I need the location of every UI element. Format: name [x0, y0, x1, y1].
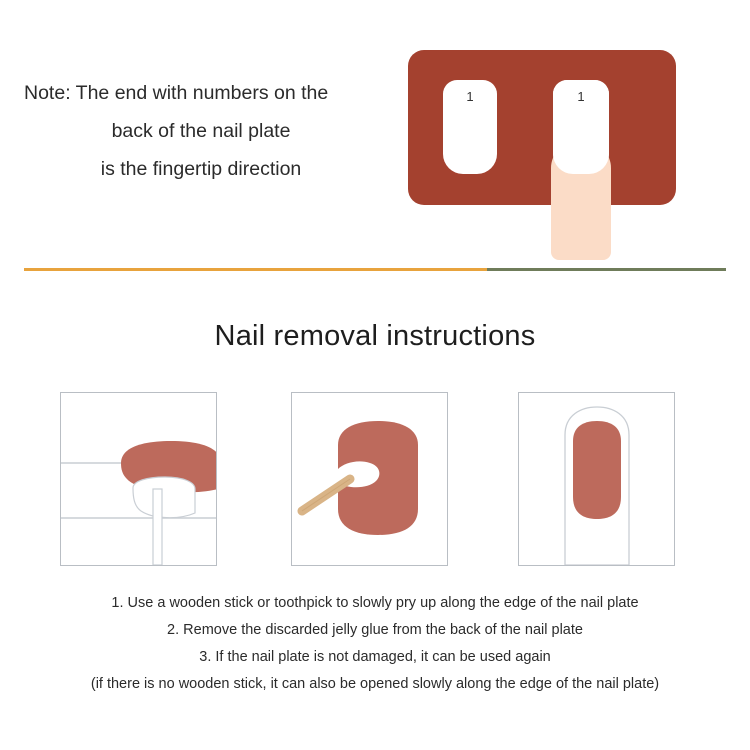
- note-text-block: [16, 74, 386, 188]
- instruction-step-2: 2. Remove the discarded jelly glue from the back of the nail plate: [167, 622, 583, 638]
- note-line-2: back of the nail plate: [111, 120, 291, 142]
- nail-plate-card-illustration: [408, 50, 676, 205]
- instruction-step-1: 1. Use a wooden stick or toothpick to slowly pry up along the edge of the nail plate: [111, 595, 639, 611]
- figure-3-reusable-plate: [518, 392, 675, 566]
- instruction-steps: [0, 590, 750, 698]
- figure-1-pry-up: [60, 392, 217, 566]
- figure-2-remove-glue: [291, 392, 448, 566]
- nail-plate-left: [443, 80, 497, 174]
- section-divider: [24, 268, 726, 271]
- figure-1-graphic: [61, 393, 216, 565]
- divider-right-segment: [487, 268, 726, 271]
- divider-left-segment: [24, 268, 487, 271]
- instruction-step-3: 3. If the nail plate is not damaged, it can be used again: [199, 649, 551, 665]
- figure-3-graphic: [519, 393, 674, 565]
- note-section: [0, 0, 750, 250]
- figure-row: [0, 392, 750, 570]
- instruction-note: (if there is no wooden stick, it can also be opened slowly along the edge of the nail plate): [90, 676, 660, 692]
- figure-2-graphic: [292, 393, 447, 565]
- nail-plate-left-number: 1: [466, 89, 474, 104]
- note-line-3: is the fingertip direction: [100, 158, 302, 180]
- note-line-1: Note: The end with numbers on the: [24, 82, 329, 104]
- page-title: Nail removal instructions: [214, 320, 536, 352]
- nail-plate-right: [553, 80, 609, 174]
- nail-plate-right-number: 1: [577, 89, 585, 104]
